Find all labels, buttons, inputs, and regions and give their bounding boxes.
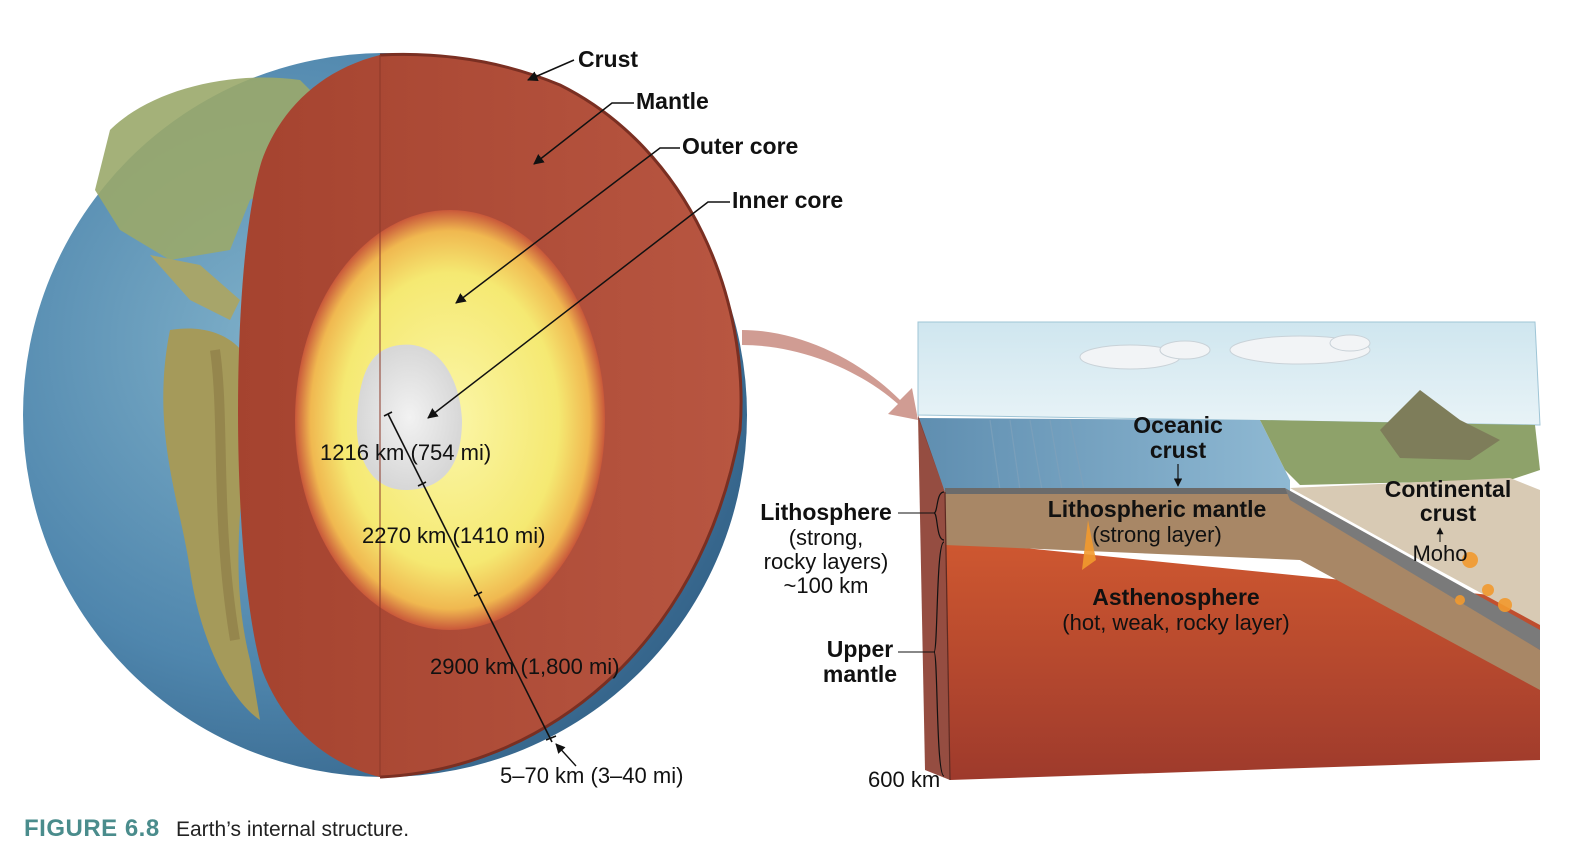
figure-caption: Earth’s internal structure. xyxy=(176,818,410,841)
svg-text:Lithosphere: Lithosphere xyxy=(760,499,892,525)
label-depth: 600 km xyxy=(868,767,941,792)
svg-text:mantle: mantle xyxy=(822,661,898,687)
label-asthenosphere xyxy=(1062,584,1289,635)
ocean-surface xyxy=(918,418,1290,492)
svg-text:Asthenosphere: Asthenosphere xyxy=(1092,584,1260,610)
oceanic-crust-band xyxy=(945,488,1290,494)
svg-text:~100 km: ~100 km xyxy=(783,573,869,598)
distance-mantle-label: 2900 km (1,800 mi) xyxy=(430,654,620,679)
svg-text:(strong,: (strong, xyxy=(788,525,864,550)
svg-text:Continental: Continental xyxy=(1384,476,1512,502)
distance-outer-label: 2270 km (1410 mi) xyxy=(362,523,546,548)
svg-text:Mantle: Mantle xyxy=(636,88,709,114)
svg-text:crust: crust xyxy=(1419,500,1477,526)
distance-crust-label: 5–70 km (3–40 mi) xyxy=(500,763,684,788)
svg-text:Oceanic: Oceanic xyxy=(1133,412,1223,438)
zoom-arrow xyxy=(742,330,918,420)
svg-text:Upper: Upper xyxy=(826,636,894,662)
svg-text:Crust: Crust xyxy=(578,46,639,72)
atmosphere-box xyxy=(918,322,1540,425)
svg-text:(strong layer): (strong layer) xyxy=(1092,522,1222,547)
svg-text:Outer core: Outer core xyxy=(682,133,799,159)
label-crust xyxy=(528,46,638,80)
svg-text:rocky layers): rocky layers) xyxy=(763,549,889,574)
svg-text:Lithospheric mantle: Lithospheric mantle xyxy=(1047,496,1267,522)
svg-text:(hot, weak, rocky layer): (hot, weak, rocky layer) xyxy=(1062,610,1290,635)
distance-inner-label: 1216 km (754 mi) xyxy=(320,440,492,465)
distance-crust xyxy=(500,744,683,788)
figure-number: FIGURE 6.8 xyxy=(24,815,160,842)
label-lithosphere xyxy=(760,492,944,598)
svg-text:crust: crust xyxy=(1149,437,1207,463)
svg-text:Inner core: Inner core xyxy=(732,187,844,213)
svg-text:Moho: Moho xyxy=(1412,541,1468,566)
